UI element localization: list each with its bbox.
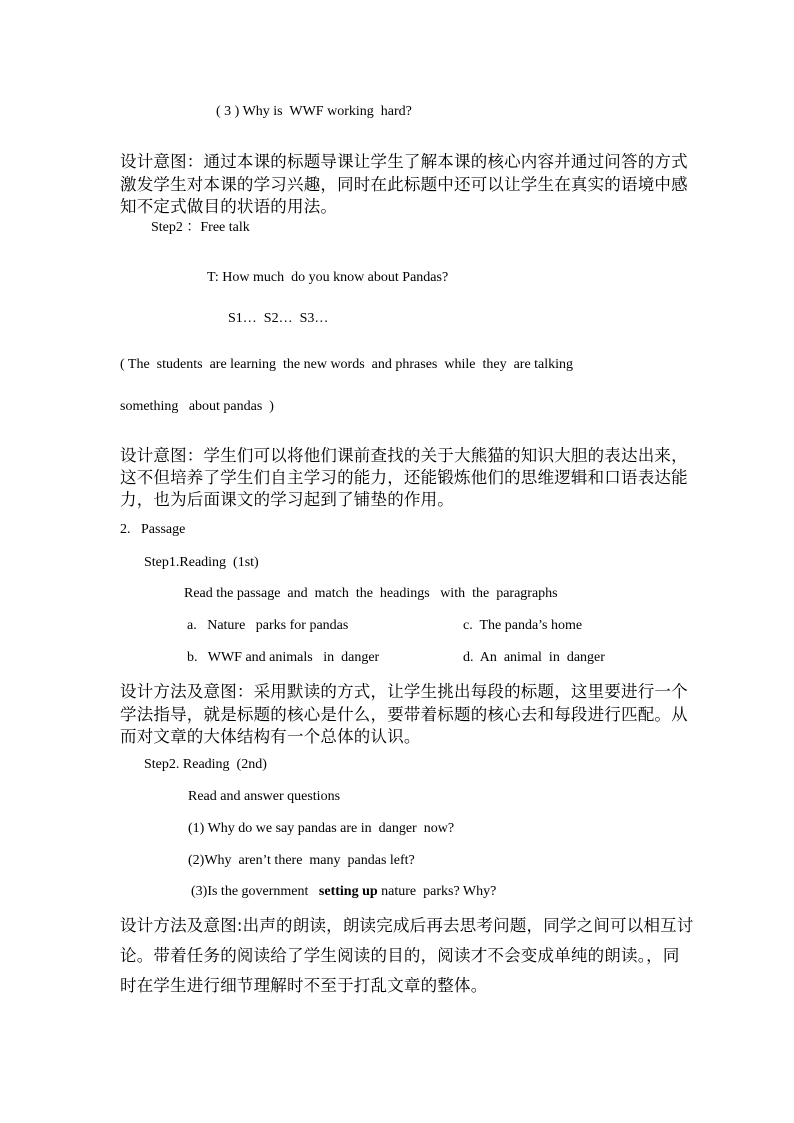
reading-question-1: (1) Why do we say pandas are in danger now?: [188, 821, 455, 836]
reading-question-3: [191, 882, 496, 902]
step1-instruction: Read the passage and match the headings with the paragraphs: [184, 586, 558, 601]
design-intent-1-line-2: 激发学生对本课的学习兴趣，同时在此标题中还可以让学生在真实的语境中感: [120, 175, 688, 194]
design-method-1-line-2: 学法指导，就是标题的核心是什么，要带着标题的核心去和每段进行匹配。从: [120, 705, 688, 724]
question-3-suffix: nature parks? Why?: [377, 884, 497, 899]
step2-free-talk-heading: Step2 ：Free talk: [151, 220, 250, 235]
question-3-line: ( 3 ) Why is WWF working hard?: [216, 104, 412, 119]
step2-instruction: Read and answer questions: [188, 789, 341, 804]
step1-reading-heading: Step1.Reading (1st): [144, 555, 259, 570]
teacher-question: T: How much do you know about Pandas?: [207, 270, 449, 285]
heading-option-a: a. Nature parks for pandas: [187, 618, 349, 633]
design-intent-2-line-1: 设计意图：学生们可以将他们课前查找的关于大熊猫的知识大胆的表达出来，: [120, 446, 688, 465]
question-3-bold-phrase: setting up: [318, 884, 378, 899]
passage-section-heading: 2. Passage: [120, 522, 186, 537]
step2-reading-heading: Step2. Reading (2nd): [144, 757, 267, 772]
heading-option-b: b. WWF and animals in danger: [187, 650, 380, 665]
design-method-1-line-1: 设计方法及意图：采用默读的方式，让学生挑出每段的标题，这里要进行一个: [120, 682, 688, 701]
design-method-2-line-3: 时在学生进行细节理解时不至于打乱文章的整体。: [120, 976, 488, 995]
design-method-2-line-2: 论。带着任务的阅读给了学生阅读的目的，阅读才不会变成单纯的朗读。，同: [120, 946, 680, 965]
design-intent-2-line-2: 这不但培养了学生们自主学习的能力，还能锻炼他们的思维逻辑和口语表达能: [120, 468, 688, 487]
student-responses: S1… S2… S3…: [228, 311, 329, 326]
design-intent-1-line-3: 知不定式做目的状语的用法。: [120, 197, 338, 216]
design-intent-2-line-3: 力，也为后面课文的学习起到了铺垫的作用。: [120, 490, 454, 509]
activity-note-line-1: ( The students are learning the new words and phrases while they are talking: [120, 357, 574, 372]
reading-question-2: (2)Why aren’t there many pandas left?: [188, 853, 415, 868]
heading-option-c: c. The panda’s home: [463, 618, 583, 633]
activity-note-line-2: something about pandas ): [120, 399, 274, 414]
heading-option-d: d. An animal in danger: [463, 650, 605, 665]
question-3-prefix: (3)Is the government: [191, 884, 319, 899]
design-method-2-line-1: 设计方法及意图:出声的朗读，朗读完成后再去思考问题，同学之间可以相互讨: [120, 916, 694, 935]
design-intent-1-line-1: 设计意图：通过本课的标题导课让学生了解本课的核心内容并通过问答的方式: [120, 152, 688, 171]
design-method-1-line-3: 而对文章的大体结构有一个总体的认识。: [120, 727, 421, 746]
